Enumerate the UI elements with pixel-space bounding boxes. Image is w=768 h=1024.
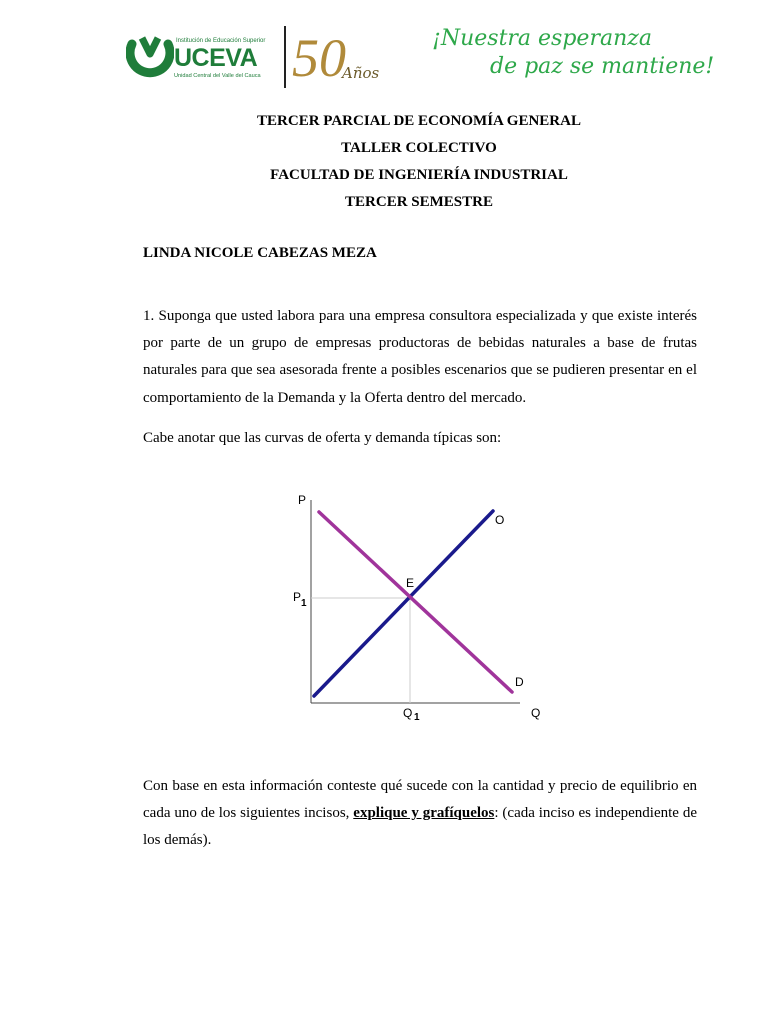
anniversary-logo bbox=[290, 26, 390, 90]
title-line: TALLER COLECTIVO bbox=[341, 140, 497, 156]
anniversary-word: Años bbox=[342, 64, 380, 82]
institution-bottom-text: Unidad Central del Valle del Cauca bbox=[174, 73, 261, 79]
instructions-text-after: : (cada inciso es independiente de los demás). bbox=[143, 805, 697, 849]
y-axis-label: P bbox=[298, 493, 307, 507]
instructions-text-before: Con base en esta información conteste qué sucede con la cantidad y precio de equilibrio en cada uno de los siguientes incisos, bbox=[143, 778, 697, 822]
demand-label: D bbox=[515, 675, 524, 689]
title-line: TERCER PARCIAL DE ECONOMÍA GENERAL bbox=[257, 113, 581, 129]
header-divider bbox=[284, 26, 286, 88]
p1-tick-subscript: 1 bbox=[301, 598, 307, 609]
slogan-line-2: de paz se mantiene! bbox=[490, 54, 715, 79]
q1-tick-label: Q bbox=[403, 706, 413, 720]
curves-intro-paragraph: Cabe anotar que las curvas de oferta y demanda típicas son: bbox=[143, 430, 502, 446]
question-paragraph: 1. Suponga que usted labora para una empresa consultora especializada y que existe interés por parte de un grupo de empresas productoras de bebidas naturales a base de frutas naturales para que sea asesorada frente a posibles escenarios que se pudieren presentar en el comportamiento de la Demanda y la Oferta dentro del mercado. bbox=[143, 308, 697, 406]
title-line: TERCER SEMESTRE bbox=[345, 194, 493, 210]
author-name: LINDA NICOLE CABEZAS MEZA bbox=[143, 245, 377, 261]
demand-curve bbox=[319, 512, 512, 692]
uceva-logo bbox=[126, 30, 286, 86]
p1-tick-label: P bbox=[293, 590, 302, 604]
supply-curve bbox=[314, 511, 493, 696]
instructions-paragraph bbox=[143, 773, 697, 855]
document-titles bbox=[0, 108, 768, 216]
institution-top-text: Institución de Educación Superior bbox=[176, 38, 266, 44]
slogan-line-1: ¡Nuestra esperanza bbox=[432, 26, 652, 51]
anniversary-number: 50 bbox=[292, 28, 346, 88]
x-axis-label: Q bbox=[531, 706, 541, 720]
document-header bbox=[0, 0, 768, 100]
slogan bbox=[432, 26, 715, 96]
supply-label: O bbox=[495, 513, 505, 527]
uceva-emblem-icon bbox=[126, 34, 174, 82]
equilibrium-label: E bbox=[406, 576, 415, 590]
instructions-emphasis: explique y grafíquelos bbox=[353, 805, 495, 822]
title-line: FACULTAD DE INGENIERÍA INDUSTRIAL bbox=[270, 167, 568, 183]
q1-tick-subscript: 1 bbox=[414, 712, 420, 723]
institution-name: UCEVA bbox=[174, 44, 258, 72]
supply-demand-chart bbox=[280, 488, 560, 728]
